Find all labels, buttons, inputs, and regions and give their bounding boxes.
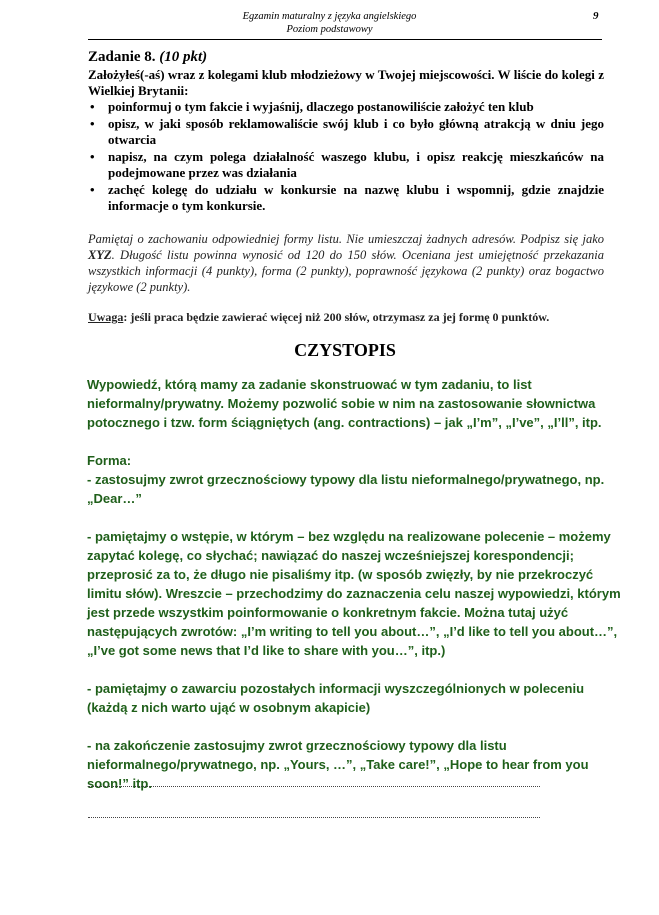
signature-name: XYZ bbox=[88, 248, 112, 262]
answer-guidance bbox=[87, 375, 627, 812]
task-section bbox=[88, 48, 604, 215]
task-bullet: • poinformuj o tym fakcie i wyjaśnij, dlaczego postanowiliście założyć ten klub bbox=[88, 99, 604, 115]
task-number: Zadanie 8. bbox=[88, 49, 156, 65]
guidance-point: - pamiętajmy o zawarciu pozostałych informacji wyszczególnionych w poleceniu (każdą z nich warto ująć w osobnym akapicie) bbox=[87, 681, 585, 715]
note-label: Uwaga bbox=[88, 310, 124, 324]
clean-copy-heading: CZYSTOPIS bbox=[294, 340, 396, 360]
page-header bbox=[0, 10, 659, 36]
note-text: : jeśli praca będzie zawierać więcej niż 200 słów, otrzymasz za jej formę 0 punktów. bbox=[123, 310, 550, 324]
header-divider bbox=[88, 39, 602, 40]
task-intro: Założyłeś(-aś) wraz z kolegami klub młodzieżowy w Twojej miejscowości. W liście do kolegi z Wielkiej Brytanii: bbox=[88, 67, 604, 98]
task-instructions bbox=[88, 231, 604, 295]
exam-title: Egzamin maturalny z języka angielskiego bbox=[242, 11, 417, 22]
writing-line bbox=[88, 786, 540, 787]
instructions-part1: Pamiętaj o zachowaniu odpowiedniej formy listu. Nie umieszczaj żadnych adresów. Podpisz się jako bbox=[88, 232, 604, 246]
answer-intro: Wypowiedź, którą mamy za zadanie skonstruować w tym zadaniu, to list nieformalny/prywatny. Możemy pozwolić sobie w nim na zastosowanie słownictwa potocznego i tzw. form ściągniętych (ang. contractions) – jak „I’m”, „I’ve”, „I’ll”, itp. bbox=[87, 377, 602, 430]
guidance-point: - pamiętajmy o wstępie, w którym – bez względu na realizowane polecenie – możemy zapytać kolegę, co słychać; nawiązać do naszej wcześniejszej korespondencji; przeprosić za to, że długo nie pisaliśmy itp. (w sposób zwięzły, by nie przekroczyć limitu słów). Wreszcie – przechodzimy do zaznaczenia celu naszej wypowiedzi, którym jest przede wszystkim poinformowanie o konkretnym fakcie. Można tutaj użyć następujących zwrotów: „I’m writing to tell you about…”, „I’d like to tell you about…”, „I’ve got some news that I’d like to share with you…”, itp.) bbox=[87, 529, 621, 658]
task-bullet-list bbox=[88, 99, 604, 214]
instructions-part2: . Długość listu powinna wynosić od 120 do 150 słów. Oceniana jest umiejętność przekazania wszystkich informacji (4 punkty), forma (2 punkty), poprawność językowa (2 punkty) oraz bogactwo językowe (2 punkty). bbox=[88, 248, 604, 294]
word-limit-note bbox=[88, 309, 604, 325]
exam-level: Poziom podstawowy bbox=[286, 24, 373, 35]
form-label: Forma: bbox=[87, 453, 132, 468]
page-number: 9 bbox=[593, 10, 599, 22]
writing-line bbox=[88, 817, 540, 818]
task-bullet: • napisz, na czym polega działalność waszego klubu, i opisz reakcję mieszkańców na podejmowane przez was działania bbox=[88, 149, 604, 181]
task-bullet: • opisz, w jaki sposób reklamowaliście swój klub i co było główną atrakcją w dniu jego otwarcia bbox=[88, 116, 604, 148]
task-points: (10 pkt) bbox=[159, 49, 208, 65]
guidance-point: - zastosujmy zwrot grzecznościowy typowy dla listu nieformalnego/prywatnego, np. „Dear…” bbox=[87, 472, 605, 506]
task-title bbox=[88, 48, 604, 66]
task-bullet: • zachęć kolegę do udziału w konkursie na nazwę klubu i wspomnij, gdzie znajdzie informacje o tym konkursie. bbox=[88, 182, 604, 214]
guidance-point: - na zakończenie zastosujmy zwrot grzecznościowy typowy dla listu nieformalnego/prywatnego, np. „Yours, …”, „Take care!”, „Hope to hear from you soon!” itp. bbox=[87, 738, 589, 791]
